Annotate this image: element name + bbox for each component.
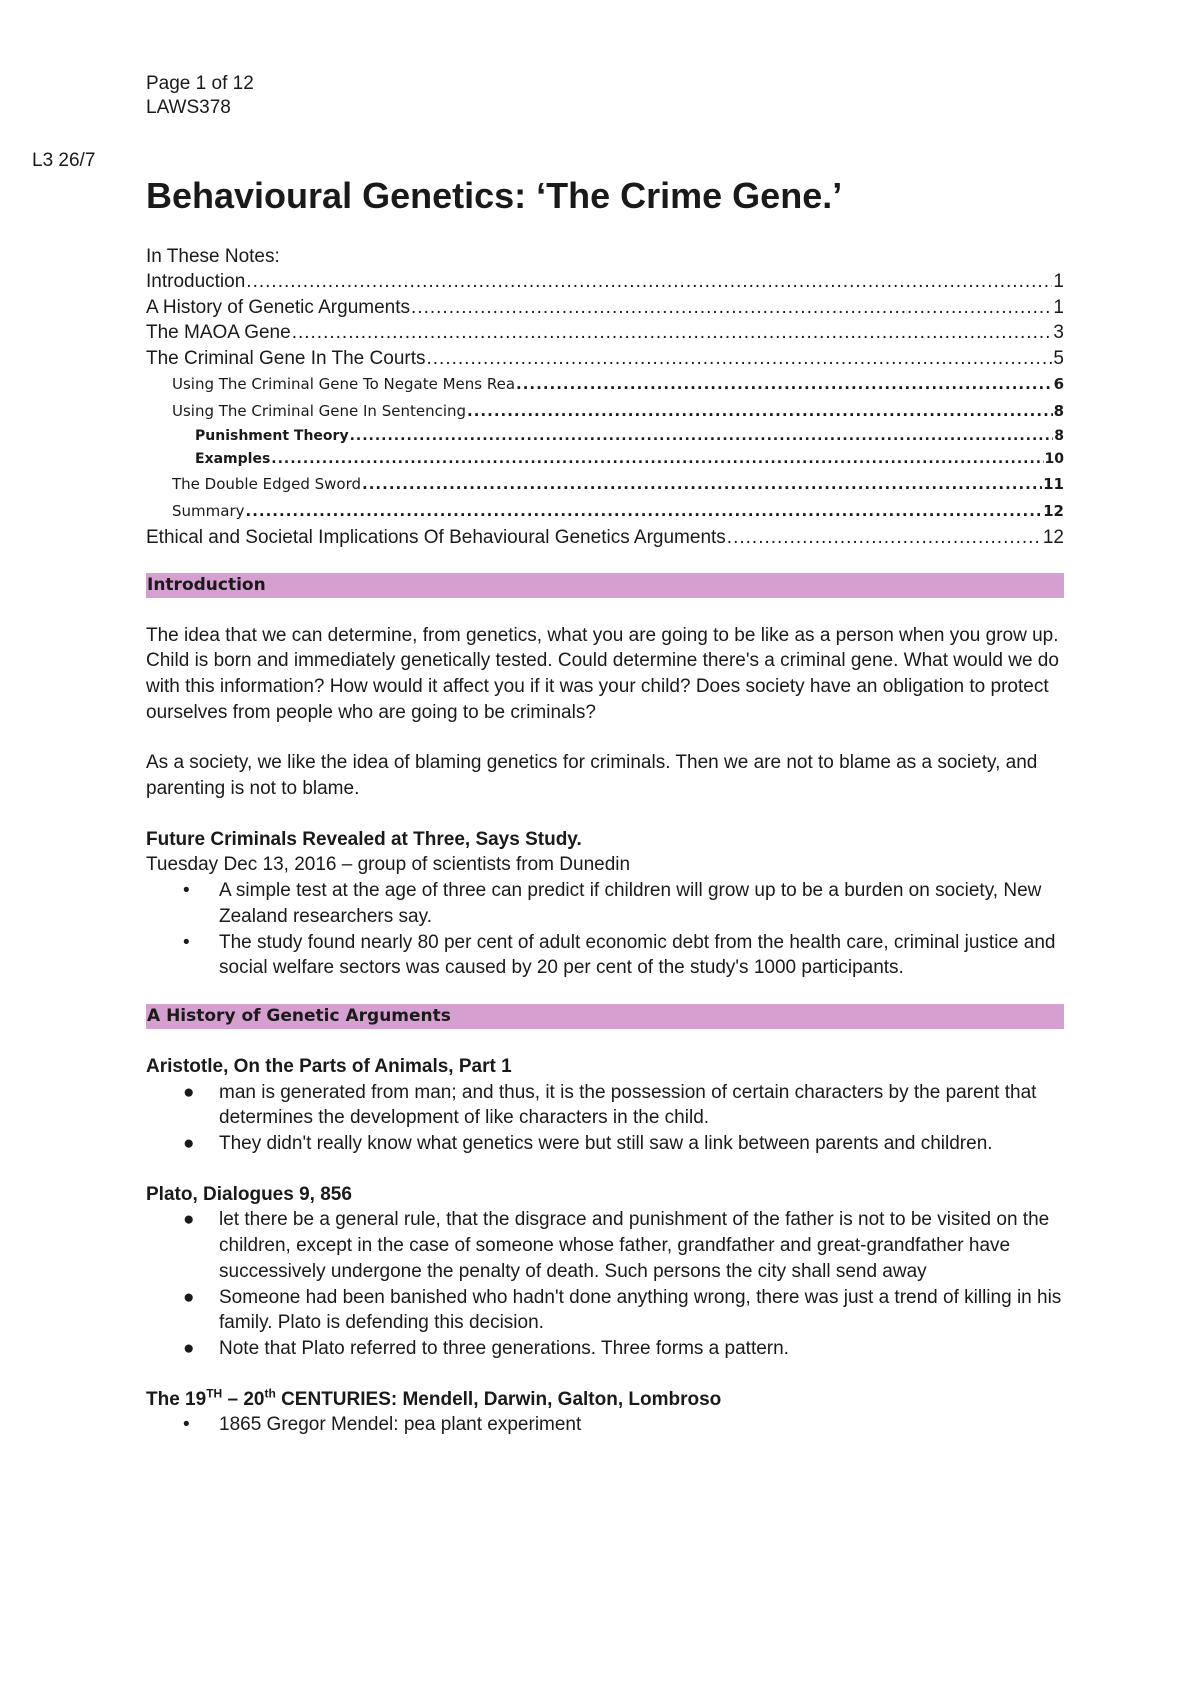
list-item	[146, 1412, 1064, 1438]
toc-leader-dots	[271, 448, 1043, 471]
study-subtitle: Tuesday Dec 13, 2016 – group of scientists from Dunedin	[146, 854, 631, 876]
toc-entry-ethical-implications[interactable]	[146, 525, 1064, 551]
toc-entry-label: The Double Edged Sword	[172, 475, 362, 493]
toc-entry-label: A History of Genetic Arguments	[146, 296, 411, 318]
bullet-icon: •	[183, 1414, 190, 1436]
toc-entry-double-edged-sword[interactable]	[146, 471, 1064, 498]
toc-leader-dots	[411, 295, 1052, 321]
aristotle-bullet-list	[146, 1080, 1064, 1157]
toc-leader-dots	[350, 425, 1054, 448]
margin-lecture-note: L3 26/7	[32, 150, 96, 171]
bullet-icon: •	[183, 880, 190, 902]
centuries-bullet-list	[146, 1412, 1064, 1438]
intro-paragraph-2: As a society, we like the idea of blaming genetics for criminals. Then we are not to blame as a society, and parenting is not to blame.	[146, 752, 1038, 800]
centuries-title-part: CENTURIES: Mendell, Darwin, Galton, Lombroso	[275, 1388, 722, 1410]
list-item-text: 1865 Gregor Mendel: pea plant experiment	[219, 1414, 582, 1436]
centuries-title	[146, 1387, 1064, 1413]
list-item	[146, 878, 1064, 929]
toc-heading: In These Notes:	[146, 246, 280, 267]
spacer	[146, 1362, 1064, 1387]
toc-entry-page: 8	[1053, 402, 1064, 420]
toc-entry-examples[interactable]	[146, 448, 1064, 471]
spacer	[146, 1157, 1064, 1182]
list-item	[146, 1131, 1064, 1157]
toc-entry-label: Punishment Theory	[195, 428, 349, 444]
table-of-contents	[146, 269, 1064, 551]
plato-bullet-list	[146, 1207, 1064, 1361]
toc-entry-page: 5	[1053, 347, 1064, 369]
page-header	[146, 72, 254, 120]
toc-entry-page: 8	[1054, 428, 1064, 444]
section-heading-introduction: Introduction	[146, 573, 1064, 598]
centuries-title-superscript: TH	[206, 1386, 223, 1401]
list-item	[146, 1336, 1064, 1362]
bullet-icon: •	[183, 931, 190, 953]
intro-paragraph-1: The idea that we can determine, from genetics, what you are going to be like as a person when you grow up. Child is born and immediately genetically tested. Could determine there's a criminal gene. What would we do with this information? How would it affect you if it was your child? Does society have an obligation to protect ourselves from people who are going to be criminals?	[146, 624, 1059, 723]
spacer	[146, 802, 1064, 827]
centuries-title-part: – 20	[222, 1388, 265, 1410]
list-item-text: The study found nearly 80 per cent of adult economic debt from the health care, criminal justice and social welfare sectors was caused by 20 per cent of the study's 1000 participants.	[219, 931, 1056, 979]
document-body	[146, 170, 1064, 1438]
aristotle-title: Aristotle, On the Parts of Animals, Part 1	[146, 1055, 512, 1077]
toc-entry-mens-rea[interactable]	[146, 371, 1064, 398]
toc-leader-dots	[516, 371, 1053, 398]
document-title: Behavioural Genetics: ‘The Crime Gene.’	[146, 175, 843, 216]
toc-entry-page: 1	[1053, 296, 1064, 318]
toc-entry-label: Introduction	[146, 271, 246, 292]
course-code: LAWS378	[146, 97, 231, 118]
toc-entry-page: 6	[1053, 375, 1064, 393]
list-item-text: man is generated from man; and thus, it is the possession of certain characters by the parent that determines the development of like characters in the child.	[219, 1081, 1037, 1129]
study-title: Future Criminals Revealed at Three, Says Study.	[146, 828, 582, 850]
list-item	[146, 1207, 1064, 1284]
list-item-text: Note that Plato referred to three generations. Three forms a pattern.	[219, 1337, 789, 1359]
plato-title: Plato, Dialogues 9, 856	[146, 1183, 352, 1205]
toc-leader-dots	[467, 398, 1053, 425]
centuries-title-superscript: th	[264, 1386, 276, 1401]
bullet-icon: ●	[183, 1081, 195, 1103]
toc-leader-dots	[292, 320, 1053, 346]
toc-leader-dots	[362, 471, 1042, 498]
toc-entry-label: Ethical and Societal Implications Of Behavioural Genetics Arguments	[146, 527, 726, 548]
toc-entry-label: The MAOA Gene	[146, 322, 291, 343]
centuries-title-part: The 19	[146, 1388, 207, 1410]
toc-entry-page: 10	[1044, 451, 1064, 467]
study-bullet-list	[146, 878, 1064, 981]
toc-entry-label: Using The Criminal Gene In Sentencing	[172, 402, 467, 420]
bullet-icon: ●	[183, 1209, 195, 1231]
list-item-text: They didn't really know what genetics were but still saw a link between parents and children.	[219, 1133, 993, 1155]
page-number-label: Page 1 of 12	[146, 73, 254, 94]
toc-entry-summary[interactable]	[146, 498, 1064, 525]
toc-entry-maoa-gene[interactable]	[146, 320, 1064, 346]
toc-entry-history[interactable]	[146, 295, 1064, 321]
list-item	[146, 1285, 1064, 1336]
toc-entry-sentencing[interactable]	[146, 398, 1064, 425]
toc-entry-criminal-gene-courts[interactable]	[146, 346, 1064, 372]
toc-entry-label: Summary	[172, 502, 245, 520]
toc-leader-dots	[246, 269, 1052, 295]
toc-entry-page: 1	[1053, 271, 1064, 292]
section-heading-history: A History of Genetic Arguments	[146, 1004, 1064, 1029]
toc-entry-page: 3	[1053, 322, 1064, 343]
toc-entry-punishment-theory[interactable]	[146, 425, 1064, 448]
toc-leader-dots	[727, 525, 1042, 551]
bullet-icon: ●	[183, 1337, 195, 1359]
list-item	[146, 930, 1064, 981]
toc-entry-page: 12	[1042, 527, 1064, 548]
spacer	[146, 725, 1064, 750]
toc-entry-page: 12	[1043, 502, 1064, 520]
toc-leader-dots	[246, 498, 1043, 525]
toc-entry-introduction[interactable]	[146, 269, 1064, 295]
spacer	[146, 1029, 1064, 1054]
toc-entry-label: Using The Criminal Gene To Negate Mens Rea	[172, 375, 516, 393]
toc-entry-label: The Criminal Gene In The Courts	[146, 347, 426, 369]
list-item-text: let there be a general rule, that the disgrace and punishment of the father is not to be visited on the children, except in the case of someone whose father, grandfather and great-grandfather have successively undergone the penalty of death. Such persons the city shall send away	[219, 1209, 1050, 1282]
list-item	[146, 1080, 1064, 1131]
toc-leader-dots	[427, 346, 1053, 372]
bullet-icon: ●	[183, 1133, 195, 1155]
list-item-text: A simple test at the age of three can predict if children will grow up to be a burden on society, New Zealand researchers say.	[219, 880, 1042, 927]
list-item-text: Someone had been banished who hadn't done anything wrong, there was just a trend of killing in his family. Plato is defending this decision.	[219, 1286, 1062, 1334]
bullet-icon: ●	[183, 1286, 195, 1308]
spacer	[146, 598, 1064, 623]
toc-entry-label: Examples	[195, 451, 271, 467]
toc-entry-page: 11	[1043, 475, 1064, 493]
